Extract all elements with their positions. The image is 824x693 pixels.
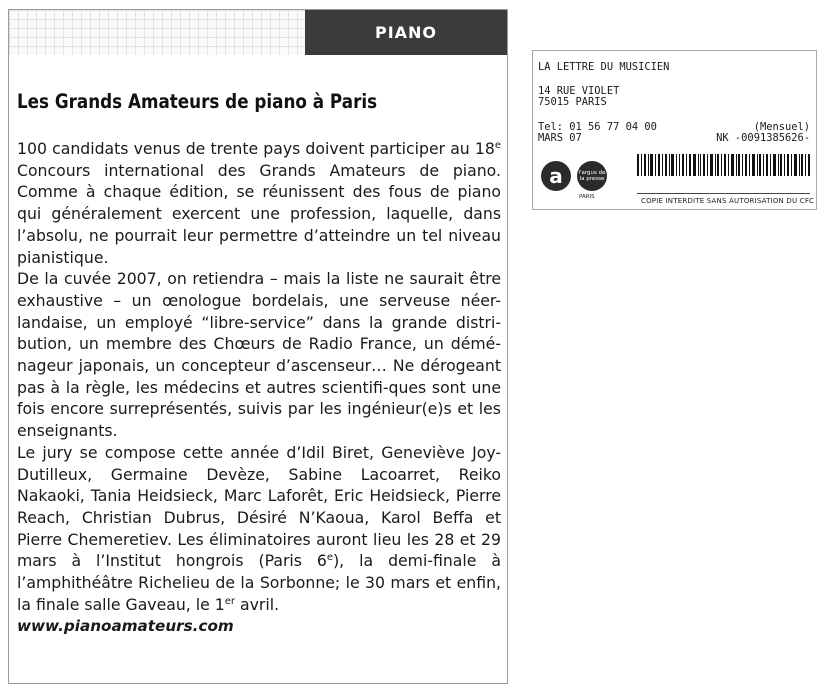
address-line-1: 14 RUE VIOLET xyxy=(538,85,620,97)
reference-code: NK -0091385626- xyxy=(716,132,810,144)
section-label: PIANO xyxy=(374,23,438,42)
paragraph-1: 100 candidats venus de trente pays doivent participer au 18e Concours international des Grands Amateurs de piano. Comme à chaque édition, se réunissent des fous de piano qui généralement exercent une profession, laquelle, dans l’absolu, ne pourrait leur permettre d’atteindre un tel niveau pianistique. xyxy=(17,139,501,267)
telephone: Tel: 01 56 77 04 00 xyxy=(538,121,657,133)
press-slip xyxy=(532,50,817,210)
argus-logo-city: PARIS xyxy=(579,194,595,200)
section-tag xyxy=(305,10,507,55)
issue-date: MARS 07 xyxy=(538,132,582,144)
website-link[interactable]: www.pianoamateurs.com xyxy=(17,617,234,636)
article-headline: Les Grands Amateurs de piano à Paris xyxy=(17,90,378,113)
frequency: (Mensuel) xyxy=(753,121,810,133)
publication-name: LA LETTRE DU MUSICIEN xyxy=(538,61,670,73)
copyright-notice: COPIE INTERDITE SANS AUTORISATION DU CFC xyxy=(641,197,815,205)
slip-divider xyxy=(637,193,810,194)
barcode xyxy=(637,154,810,176)
article-clipping xyxy=(8,9,508,684)
address-line-2: 75015 PARIS xyxy=(538,96,607,108)
argus-logo-text: l'argus de la presse xyxy=(577,161,607,191)
paragraph-2: De la cuvée 2007, on retiendra – mais la liste ne saurait être exhaustive – un œnologue bordelais, une serveuse néer-landaise, un employé “libre-service” dans la grande distri-bution, un membre des Chœurs de Radio France, un démé-nageur japonais, un concepteur d’ascenseur… Ne dérogeant pas à la règle, les médecins et autres scientifi-ques sont une fois encore surreprésentés, suivis par les ingénieur(e)s et les enseignants. xyxy=(17,269,501,441)
article-body xyxy=(17,138,501,638)
paragraph-3: Le jury se compose cette année d’Idil Biret, Geneviève Joy-Dutilleux, Germaine Devèze, Sabine Lacoarret, Reiko Nakaoki, Tania Heidsieck, Marc Laforêt, Eric Heidsieck, Pierre Reach, Christian Dubrus, Désiré N’Kaoua, Karol Beffa et Pierre Chemeretiev. Les éliminatoires auront lieu les 28 et 29 mars à l’Institut hongrois (Paris 6e), la demi-finale à l’amphithéâtre Richelieu de la Sorbonne; le 30 mars et enfin, la finale salle Gaveau, le 1er avril. xyxy=(17,442,501,614)
header-pattern xyxy=(9,10,305,55)
argus-logo-icon: a xyxy=(541,161,571,191)
